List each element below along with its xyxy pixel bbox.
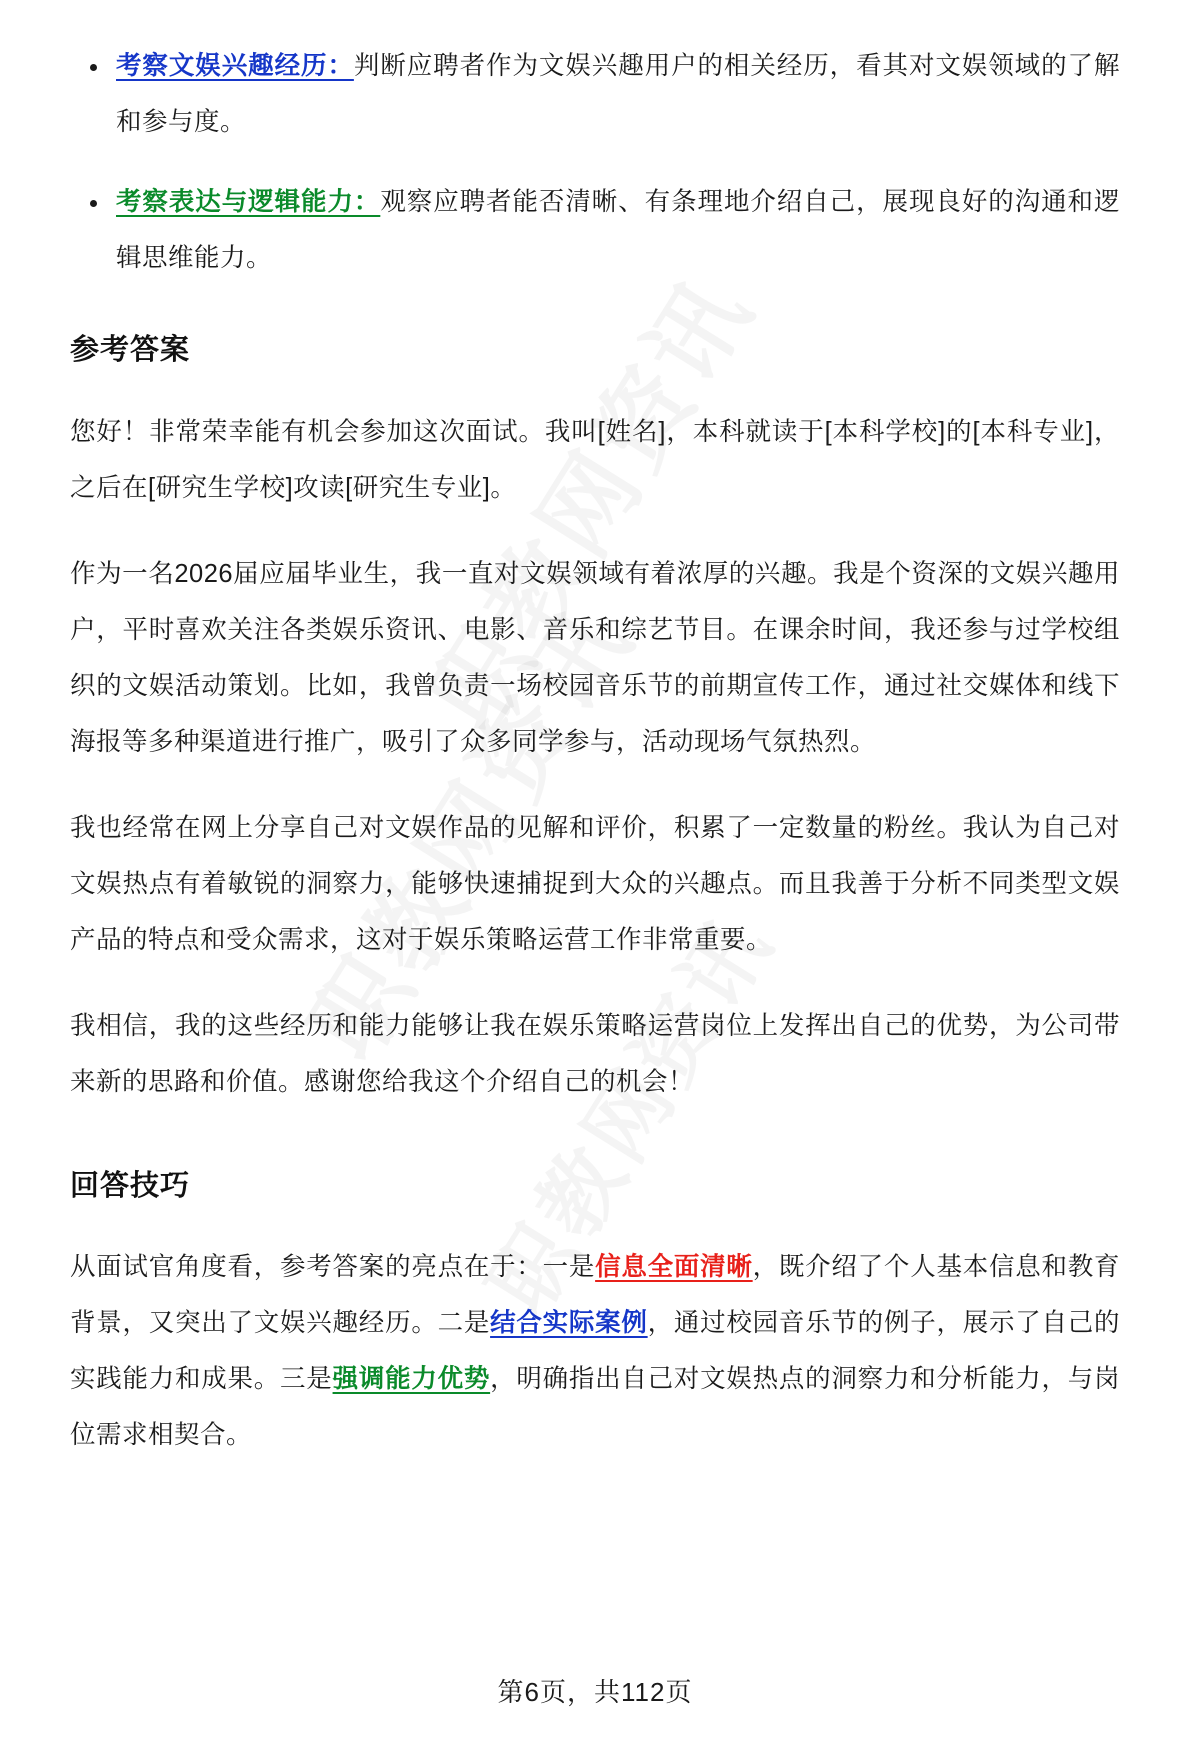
reference-answer-paragraph: 我相信，我的这些经历和能力能够让我在娱乐策略运营岗位上发挥出自己的优势，为公司带来新的思路和价值。感谢您给我这个介绍自己的机会！ (70, 1011, 1120, 1096)
section-title-answer-tips: 回答技巧 (70, 1169, 191, 1202)
reference-answer-paragraph: 我也经常在网上分享自己对文娱作品的见解和评价，积累了一定数量的粉丝。我认为自己对文娱热点有着敏锐的洞察力，能够快速捕捉到大众的兴趣点。而且我善于分析不同类型文娱产品的特点和受众需求，这对于娱乐策略运营工作非常重要。 (70, 813, 1120, 954)
tips-text-segment: ，通过校园音乐节的例子，展示了自己的实践能力和成果。三是 (70, 1309, 1120, 1394)
highlight-information-clarity: 信息全面清晰 (595, 1253, 753, 1282)
tips-text-segment: 从面试官角度看，参考答案的亮点在于：一是 (70, 1253, 596, 1282)
highlight-ability-advantage: 强调能力优势 (332, 1365, 491, 1394)
section-title-reference-answer: 参考答案 (70, 334, 191, 366)
tips-text-segment: ，明确指出自己对文娱热点的洞察力和分析能力，与岗位需求相契合。 (70, 1365, 1120, 1450)
list-item (116, 174, 1120, 286)
list-item (116, 38, 1120, 150)
tips-text-segment: ，既介绍了个人基本信息和教育背景，又突出了文娱兴趣经历。二是 (70, 1253, 1120, 1338)
page-footer (0, 1672, 1190, 1709)
bullet-text: 判断应聘者作为文娱兴趣用户的相关经历，看其对文娱领域的了解和参与度。 (116, 52, 1120, 136)
bullet-text: 观察应聘者能否清晰、有条理地介绍自己，展现良好的沟通和逻辑思维能力。 (116, 188, 1120, 272)
bullet-label: 考察文娱兴趣经历： (116, 52, 354, 80)
reference-answer-paragraph: 您好！非常荣幸能有机会参加这次面试。我叫[姓名]，本科就读于[本科学校]的[本科专业]，之后在[研究生学校]攻读[研究生专业]。 (70, 417, 1120, 502)
bullet-label: 考察表达与逻辑能力： (116, 188, 381, 216)
highlight-real-case: 结合实际案例 (490, 1309, 648, 1338)
page-number-label: 第6页，共112页 (497, 1677, 693, 1707)
assessment-points-list (70, 38, 1120, 286)
answer-tips-paragraph (70, 1239, 1120, 1463)
reference-answer-paragraph: 作为一名2026届应届毕业生，我一直对文娱领域有着浓厚的兴趣。我是个资深的文娱兴趣用户，平时喜欢关注各类娱乐资讯、电影、音乐和综艺节目。在课余时间，我还参与过学校组织的文娱活动策划。比如，我曾负责一场校园音乐节的前期宣传工作，通过社交媒体和线下海报等多种渠道进行推广，吸引了众多同学参与，活动现场气氛热烈。 (70, 559, 1120, 756)
